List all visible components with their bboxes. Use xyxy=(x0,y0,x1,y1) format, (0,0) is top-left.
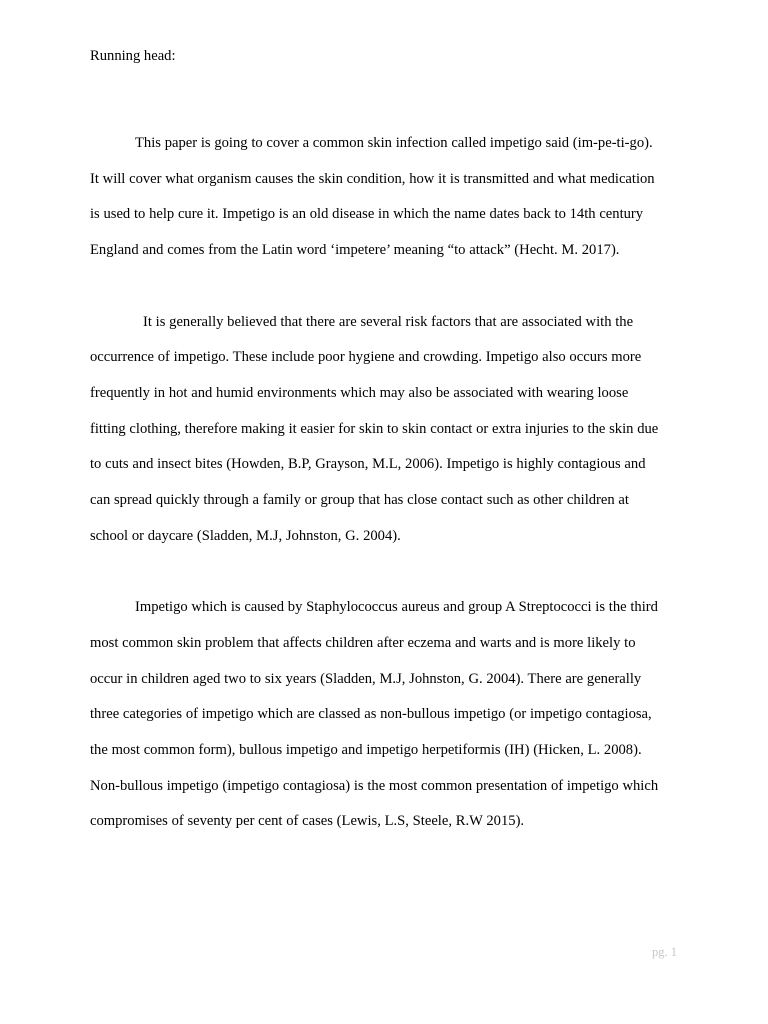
running-head: Running head: xyxy=(90,48,176,64)
paragraph-line: occur in children aged two to six years (Sladden, M.J, Johnston, G. 2004). There are generally xyxy=(90,670,642,687)
paragraph-line: Non-bullous impetigo (impetigo contagiosa) is the most common presentation of impetigo which xyxy=(90,777,659,794)
paragraph-line: three categories of impetigo which are classed as non-bullous impetigo (or impetigo contagiosa, xyxy=(90,706,652,723)
paragraph-line: the most common form), bullous impetigo and impetigo herpetiformis (IH) (Hicken, L. 2008). xyxy=(90,741,642,758)
paragraph-risk-factors xyxy=(90,305,678,555)
paragraph-line: to cuts and insect bites (Howden, B.P, Grayson, M.L, 2006). Impetigo is highly contagious and xyxy=(90,456,646,473)
paragraph-line: frequently in hot and humid environments which may also be associated with wearing loose xyxy=(90,384,629,401)
paragraph-line: is used to help cure it. Impetigo is an old disease in which the name dates back to 14th century xyxy=(90,206,644,223)
paragraph-line: Impetigo which is caused by Staphylococcus aureus and group A Streptococci is the third xyxy=(135,599,658,616)
paragraph-line: most common skin problem that affects children after eczema and warts and is more likely to xyxy=(90,634,636,651)
paragraph-introduction xyxy=(90,126,678,269)
paragraph-causes-categories xyxy=(90,590,678,840)
paragraph-line: This paper is going to cover a common skin infection called impetigo said (im-pe-ti-go). xyxy=(135,135,653,151)
paragraph-line: fitting clothing, therefore making it easier for skin to skin contact or extra injuries to the skin due xyxy=(90,420,659,437)
paragraph-line: occurrence of impetigo. These include poor hygiene and crowding. Impetigo also occurs more xyxy=(90,349,642,366)
paragraph-line: It is generally believed that there are several risk factors that are associated with the xyxy=(143,313,634,330)
paragraph-line: can spread quickly through a family or group that has close contact such as other children at xyxy=(90,492,629,509)
page-number: pg. 1 xyxy=(652,945,677,959)
document-body xyxy=(90,126,678,840)
paragraph-line: school or daycare (Sladden, M.J, Johnston, G. 2004). xyxy=(90,527,401,544)
paragraph-line: It will cover what organism causes the skin condition, how it is transmitted and what medication xyxy=(90,170,655,187)
paragraph-line: England and comes from the Latin word ‘impetere’ meaning “to attack” (Hecht. M. 2017). xyxy=(90,242,620,259)
paragraph-line: compromises of seventy per cent of cases (Lewis, L.S, Steele, R.W 2015). xyxy=(90,813,525,830)
